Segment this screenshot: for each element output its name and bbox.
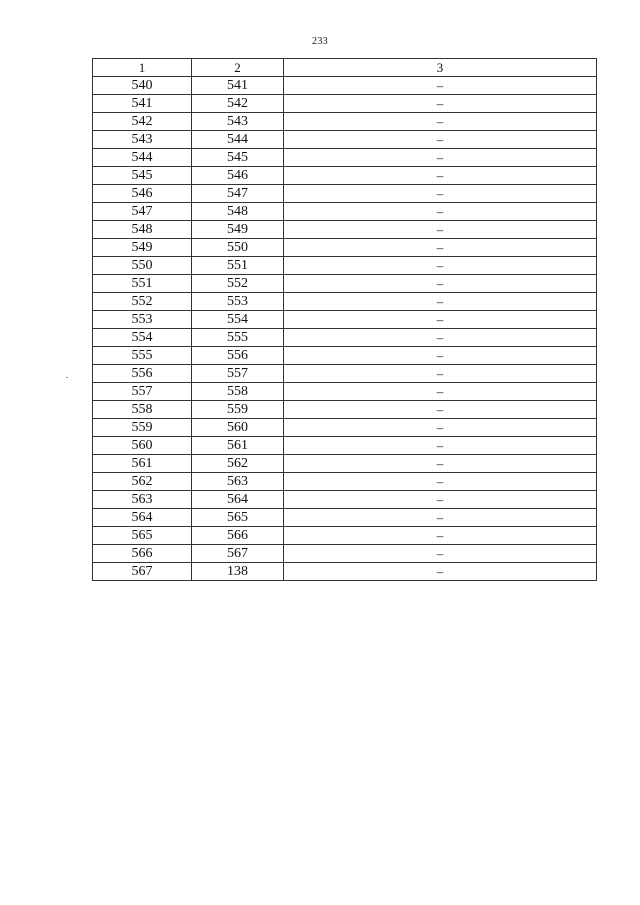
table-row [93, 311, 597, 329]
table-cell-col-1: 561 [93, 455, 192, 473]
table-cell-col-1: 552 [93, 293, 192, 311]
table-cell-col-3: – [284, 473, 597, 491]
table-cell-col-1: 553 [93, 311, 192, 329]
table-cell-col-2: 543 [192, 113, 284, 131]
table-cell-col-2: 557 [192, 365, 284, 383]
table-cell-col-3: – [284, 329, 597, 347]
table-cell-col-1: 555 [93, 347, 192, 365]
table-row [93, 293, 597, 311]
table-cell-col-2: 552 [192, 275, 284, 293]
table-cell-col-2: 548 [192, 203, 284, 221]
table-cell-col-3: – [284, 563, 597, 581]
table-row [93, 347, 597, 365]
table-cell-col-3: – [284, 347, 597, 365]
table-cell-col-2: 545 [192, 149, 284, 167]
table-cell-col-2: 565 [192, 509, 284, 527]
table-cell-col-2: 544 [192, 131, 284, 149]
table-cell-col-2: 554 [192, 311, 284, 329]
table-cell-col-2: 563 [192, 473, 284, 491]
column-header-1: 1 [93, 59, 192, 77]
table-row [93, 167, 597, 185]
table-cell-col-3: – [284, 311, 597, 329]
table-cell-col-1: 548 [93, 221, 192, 239]
table-cell-col-1: 549 [93, 239, 192, 257]
table-row [93, 239, 597, 257]
table-cell-col-2: 566 [192, 527, 284, 545]
table-row [93, 437, 597, 455]
table-row [93, 419, 597, 437]
table-cell-col-3: – [284, 419, 597, 437]
table-cell-col-3: – [284, 365, 597, 383]
table-cell-col-3: – [284, 95, 597, 113]
table-cell-col-1: 544 [93, 149, 192, 167]
table-cell-col-1: 540 [93, 77, 192, 95]
table-cell-col-2: 558 [192, 383, 284, 401]
table-cell-col-1: 551 [93, 275, 192, 293]
table-row [93, 113, 597, 131]
table-cell-col-1: 550 [93, 257, 192, 275]
table-cell-col-1: 557 [93, 383, 192, 401]
table-cell-col-2: 556 [192, 347, 284, 365]
table-cell-col-3: – [284, 149, 597, 167]
table-cell-col-1: 546 [93, 185, 192, 203]
table-cell-col-1: 541 [93, 95, 192, 113]
table-row [93, 221, 597, 239]
table-cell-col-3: – [284, 167, 597, 185]
table-row [93, 257, 597, 275]
table-cell-col-2: 559 [192, 401, 284, 419]
table-header-row [93, 59, 597, 77]
table-row [93, 185, 597, 203]
table-body [93, 77, 597, 581]
table-row [93, 149, 597, 167]
table-cell-col-3: – [284, 203, 597, 221]
table-cell-col-1: 542 [93, 113, 192, 131]
column-header-2: 2 [192, 59, 284, 77]
table-row [93, 383, 597, 401]
table-row [93, 455, 597, 473]
table-row [93, 545, 597, 563]
table-cell-col-3: – [284, 437, 597, 455]
table-row [93, 527, 597, 545]
table-cell-col-2: 138 [192, 563, 284, 581]
table-cell-col-3: – [284, 509, 597, 527]
table-cell-col-2: 542 [192, 95, 284, 113]
table-cell-col-1: 543 [93, 131, 192, 149]
table-row [93, 473, 597, 491]
table-cell-col-3: – [284, 401, 597, 419]
table-cell-col-2: 560 [192, 419, 284, 437]
table-row [93, 203, 597, 221]
table-row [93, 95, 597, 113]
table-cell-col-1: 554 [93, 329, 192, 347]
table-row [93, 491, 597, 509]
table-cell-col-3: – [284, 491, 597, 509]
table-cell-col-3: – [284, 383, 597, 401]
table-row [93, 131, 597, 149]
table-cell-col-1: 566 [93, 545, 192, 563]
table-cell-col-1: 564 [93, 509, 192, 527]
table-row [93, 329, 597, 347]
table-cell-col-2: 553 [192, 293, 284, 311]
table-cell-col-1: 563 [93, 491, 192, 509]
column-header-3: 3 [284, 59, 597, 77]
page-number: 233 [312, 36, 328, 47]
scan-speck [66, 377, 68, 378]
table-cell-col-3: – [284, 131, 597, 149]
table-cell-col-3: – [284, 275, 597, 293]
table-cell-col-1: 565 [93, 527, 192, 545]
table-cell-col-3: – [284, 77, 597, 95]
table-cell-col-1: 560 [93, 437, 192, 455]
table-cell-col-2: 564 [192, 491, 284, 509]
table-cell-col-3: – [284, 455, 597, 473]
table-cell-col-2: 555 [192, 329, 284, 347]
table-cell-col-2: 561 [192, 437, 284, 455]
table-cell-col-2: 550 [192, 239, 284, 257]
table-cell-col-2: 547 [192, 185, 284, 203]
table-cell-col-1: 562 [93, 473, 192, 491]
table-cell-col-3: – [284, 113, 597, 131]
table-cell-col-2: 549 [192, 221, 284, 239]
table-row [93, 275, 597, 293]
table-cell-col-1: 556 [93, 365, 192, 383]
table-cell-col-1: 547 [93, 203, 192, 221]
table-row [93, 563, 597, 581]
table-cell-col-2: 562 [192, 455, 284, 473]
table-row [93, 401, 597, 419]
table-cell-col-3: – [284, 185, 597, 203]
table-cell-col-2: 541 [192, 77, 284, 95]
table-cell-col-3: – [284, 221, 597, 239]
table-cell-col-1: 559 [93, 419, 192, 437]
table-cell-col-3: – [284, 239, 597, 257]
table-cell-col-2: 551 [192, 257, 284, 275]
table-row [93, 365, 597, 383]
table-cell-col-3: – [284, 257, 597, 275]
table-cell-col-2: 567 [192, 545, 284, 563]
table-row [93, 509, 597, 527]
table-cell-col-3: – [284, 527, 597, 545]
table-cell-col-1: 567 [93, 563, 192, 581]
table-cell-col-1: 545 [93, 167, 192, 185]
table-cell-col-3: – [284, 293, 597, 311]
table-cell-col-3: – [284, 545, 597, 563]
table-cell-col-1: 558 [93, 401, 192, 419]
table-cell-col-2: 546 [192, 167, 284, 185]
table-row [93, 77, 597, 95]
data-table [92, 58, 597, 581]
